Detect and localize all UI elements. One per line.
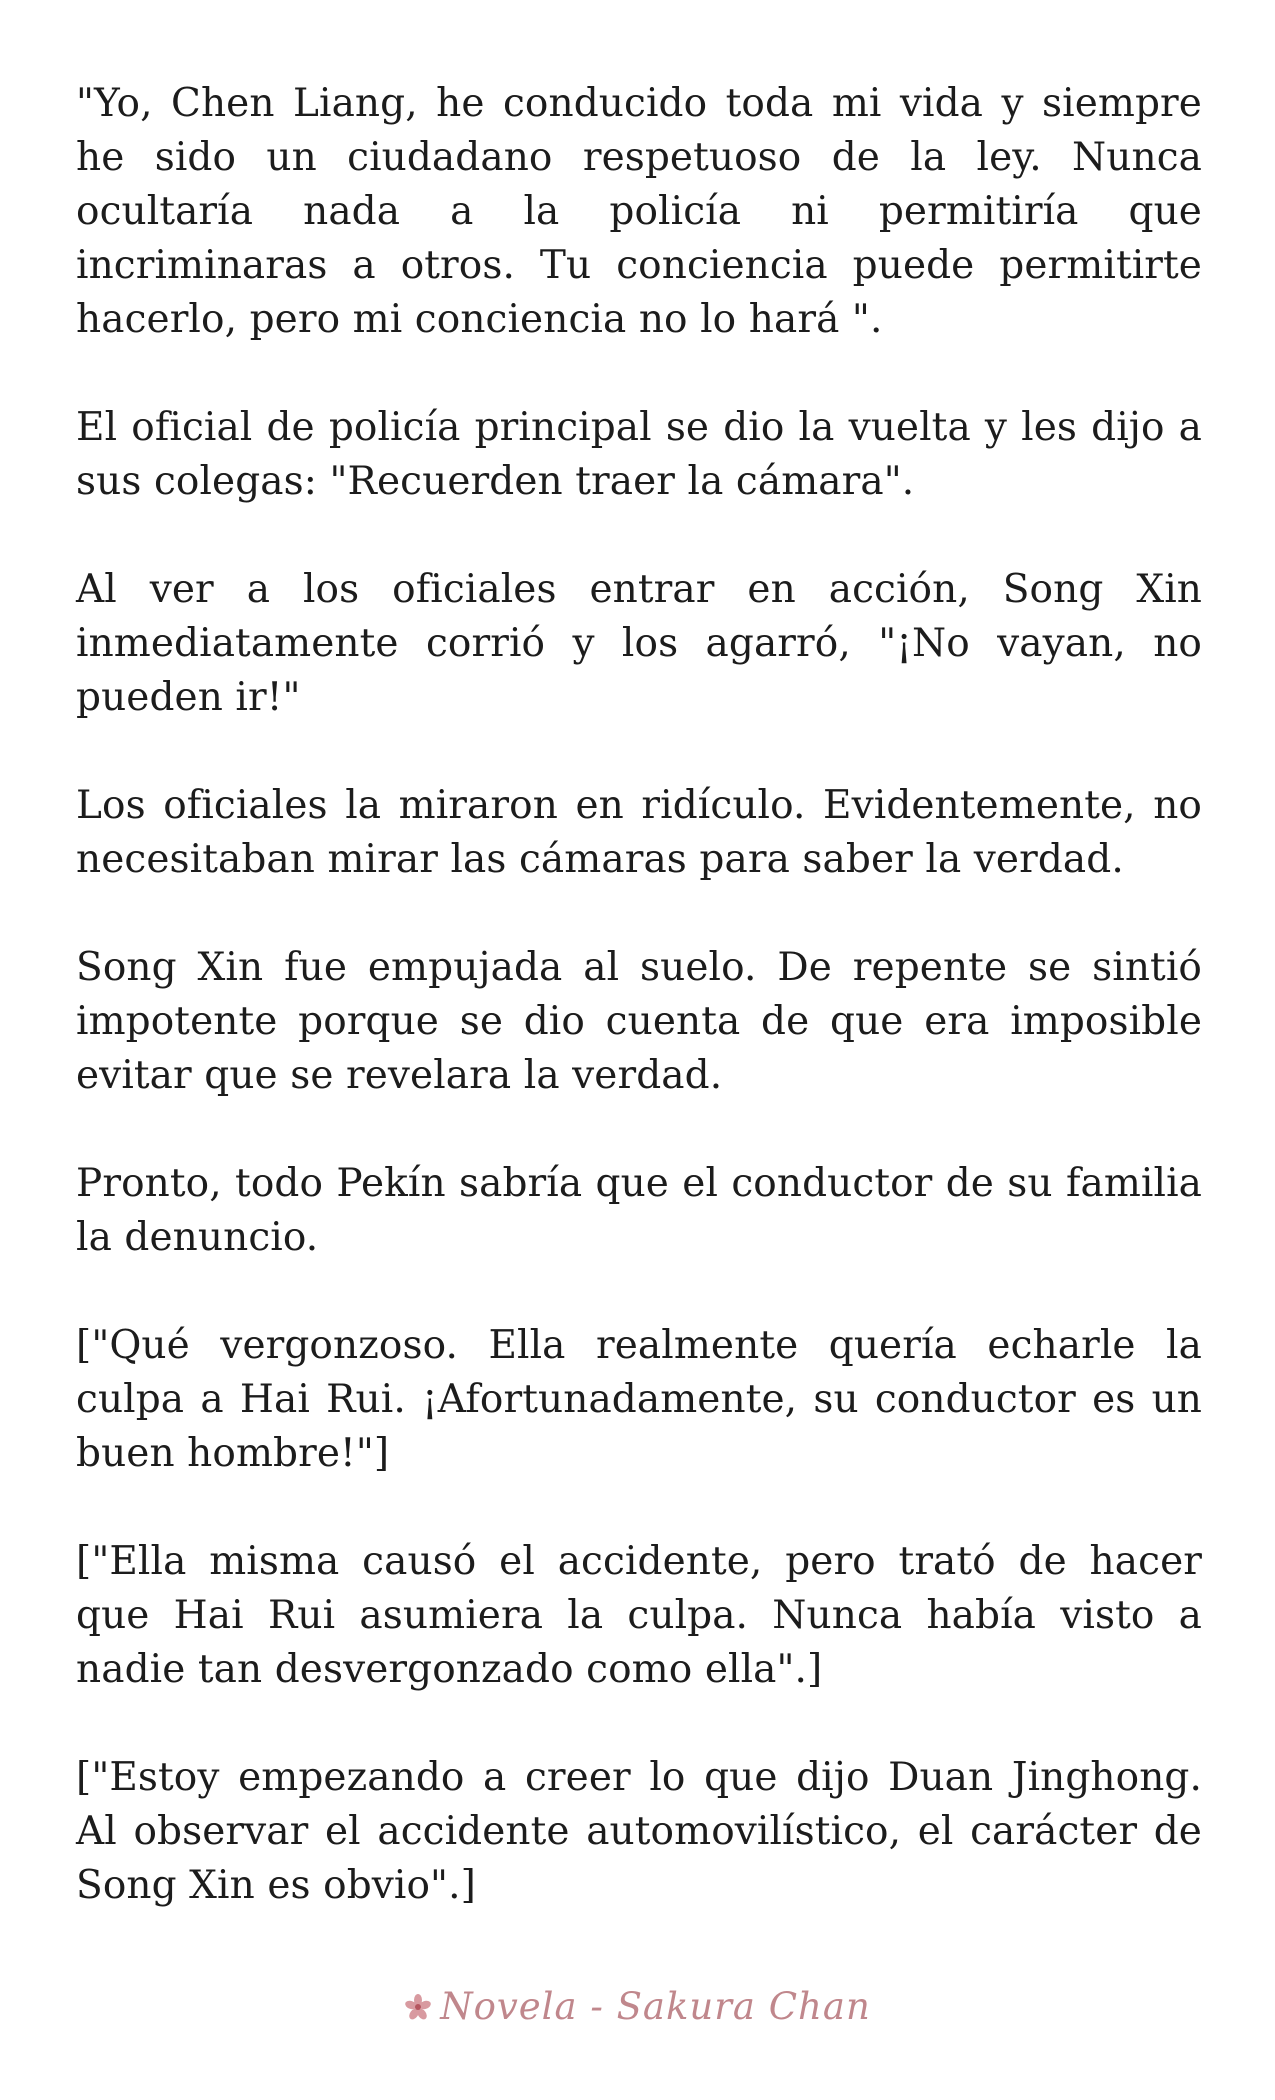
paragraph: Al ver a los oficiales entrar en acción, Song Xin inmediatamente corrió y los agarró, "¡No vayan, no pueden ir!"	[76, 567, 1202, 720]
document-body	[76, 77, 1202, 1913]
footer	[0, 1985, 1275, 2028]
watermark	[404, 1985, 871, 2028]
paragraph: ["Qué vergonzoso. Ella realmente quería echarle la culpa a Hai Rui. ¡Afortunadamente, su conductor es un buen hombre!"]	[76, 1323, 1202, 1476]
paragraph: Los oficiales la miraron en ridículo. Evidentemente, no necesitaban mirar las cámaras para saber la verdad.	[76, 783, 1202, 882]
paragraph: Pronto, todo Pekín sabría que el conductor de su familia la denuncio.	[76, 1161, 1202, 1260]
paragraph: ["Estoy empezando a creer lo que dijo Duan Jinghong. Al observar el accidente automovilístico, el carácter de Song Xin es obvio".]	[76, 1755, 1202, 1908]
paragraph: Song Xin fue empujada al suelo. De repente se sintió impotente porque se dio cuenta de que era imposible evitar que se revelara la verdad.	[76, 945, 1202, 1098]
paragraph: "Yo, Chen Liang, he conducido toda mi vida y siempre he sido un ciudadano respetuoso de la ley. Nunca ocultaría nada a la policía ni permitiría que incriminaras a otros. Tu conciencia puede permitirte hacerlo, pero mi conciencia no lo hará ".	[76, 81, 1202, 342]
sakura-flower-icon	[404, 1993, 432, 2021]
watermark-text: Novela - Sakura Chan	[440, 1985, 871, 2028]
paragraph: ["Ella misma causó el accidente, pero trató de hacer que Hai Rui asumiera la culpa. Nunca había visto a nadie tan desvergonzado como ella".]	[76, 1539, 1202, 1692]
paragraph: El oficial de policía principal se dio la vuelta y les dijo a sus colegas: "Recuerden traer la cámara".	[76, 405, 1202, 504]
